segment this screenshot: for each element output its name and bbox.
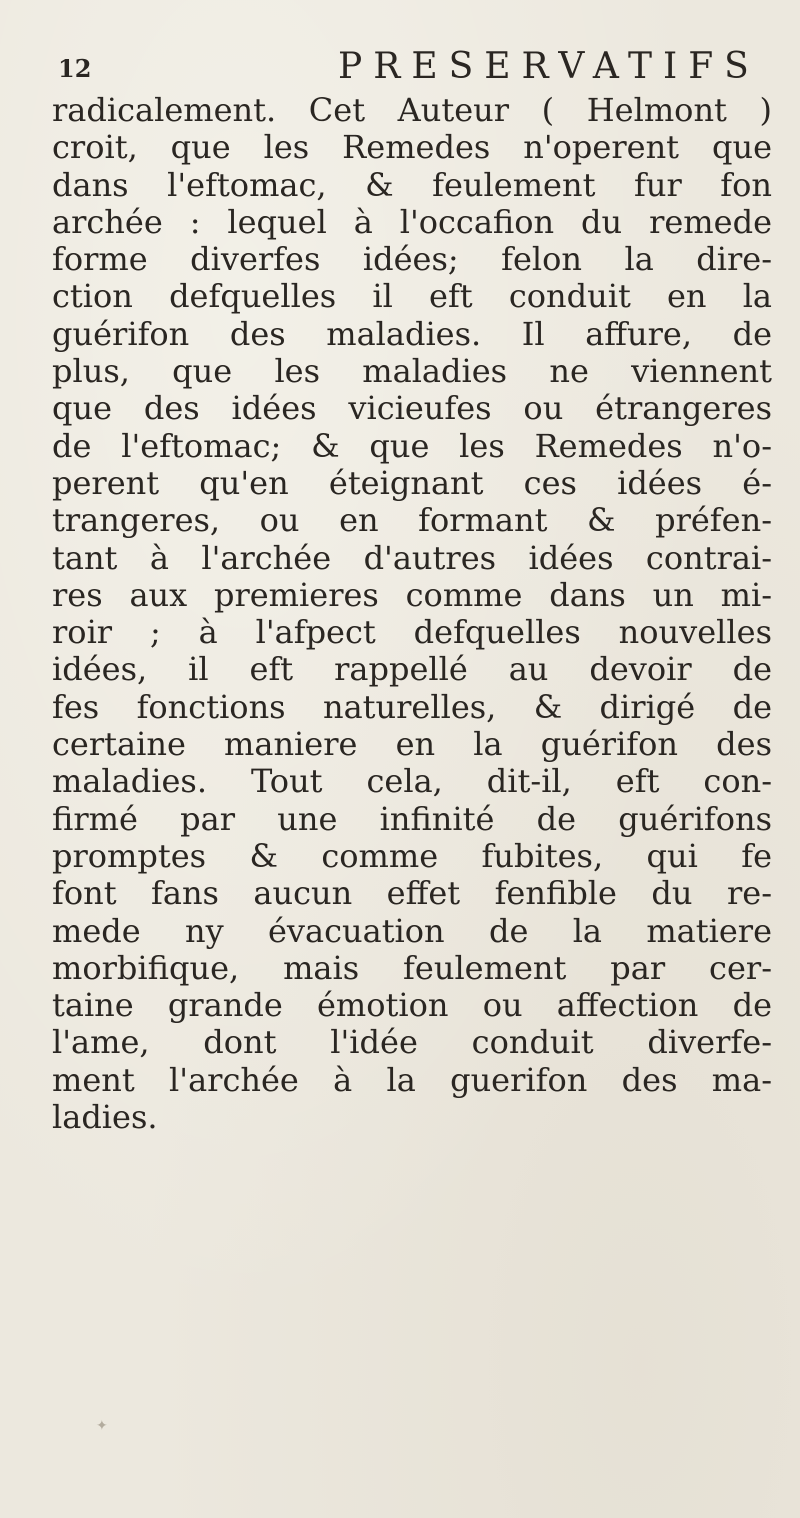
text-line: forme diverfes idées; felon la dire- bbox=[52, 240, 772, 279]
text-line: que des idées vicieufes ou étrangeres bbox=[52, 389, 772, 428]
text-line: l'ame, dont l'idée conduit diverfe- bbox=[52, 1023, 772, 1062]
text-line: morbifique, mais feulement par cer- bbox=[52, 948, 772, 987]
text-line: tant à l'archée d'autres idées contrai- bbox=[52, 538, 772, 577]
page-header bbox=[58, 46, 760, 90]
text-line: font fans aucun effet fenfible du re- bbox=[52, 874, 772, 913]
text-line: taine grande émotion ou affection de bbox=[52, 986, 772, 1025]
text-line: ction defquelles il eft conduit en la bbox=[52, 277, 772, 316]
text-line: mede ny évacuation de la matiere bbox=[52, 911, 772, 950]
text-line: maladies. Tout cela, dit-il, eft con- bbox=[52, 762, 772, 801]
text-line: ment l'archée à la guerifon des ma- bbox=[52, 1060, 772, 1099]
paper-mark: ✦ bbox=[96, 1418, 108, 1434]
text-line: certaine maniere en la guérifon des bbox=[52, 725, 772, 764]
text-line: dans l'eftomac, & feulement fur fon bbox=[52, 165, 772, 204]
text-line: radicalement. Cet Auteur ( Helmont ) bbox=[52, 91, 772, 129]
text-line: archée : lequel à l'occafion du remede bbox=[52, 202, 772, 241]
text-line: fes fonctions naturelles, & dirigé de bbox=[52, 687, 772, 726]
text-line: plus, que les maladies ne viennent bbox=[52, 352, 772, 391]
text-line: promptes & comme fubites, qui fe bbox=[52, 836, 772, 875]
text-line: firmé par une infinité de guérifons bbox=[52, 799, 772, 838]
text-line: perent qu'en éteignant ces idées é- bbox=[52, 463, 772, 502]
running-title: PRESERVATIFS bbox=[338, 46, 760, 87]
text-line: trangeres, ou en formant & préfen- bbox=[52, 501, 772, 540]
text-line: croit, que les Remedes n'operent que bbox=[52, 128, 772, 167]
text-line: de l'eftomac; & que les Remedes n'o- bbox=[52, 426, 772, 465]
text-line: res aux premieres comme dans un mi- bbox=[52, 575, 772, 614]
text-line: ladies. bbox=[52, 1098, 158, 1137]
page-number: 12 bbox=[58, 54, 92, 83]
text-line: roir ; à l'afpect defquelles nouvelles bbox=[52, 613, 772, 652]
body-text bbox=[52, 92, 772, 1136]
text-line: idées, il eft rappellé au devoir de bbox=[52, 650, 772, 689]
text-line: guérifon des maladies. Il affure, de bbox=[52, 314, 772, 353]
